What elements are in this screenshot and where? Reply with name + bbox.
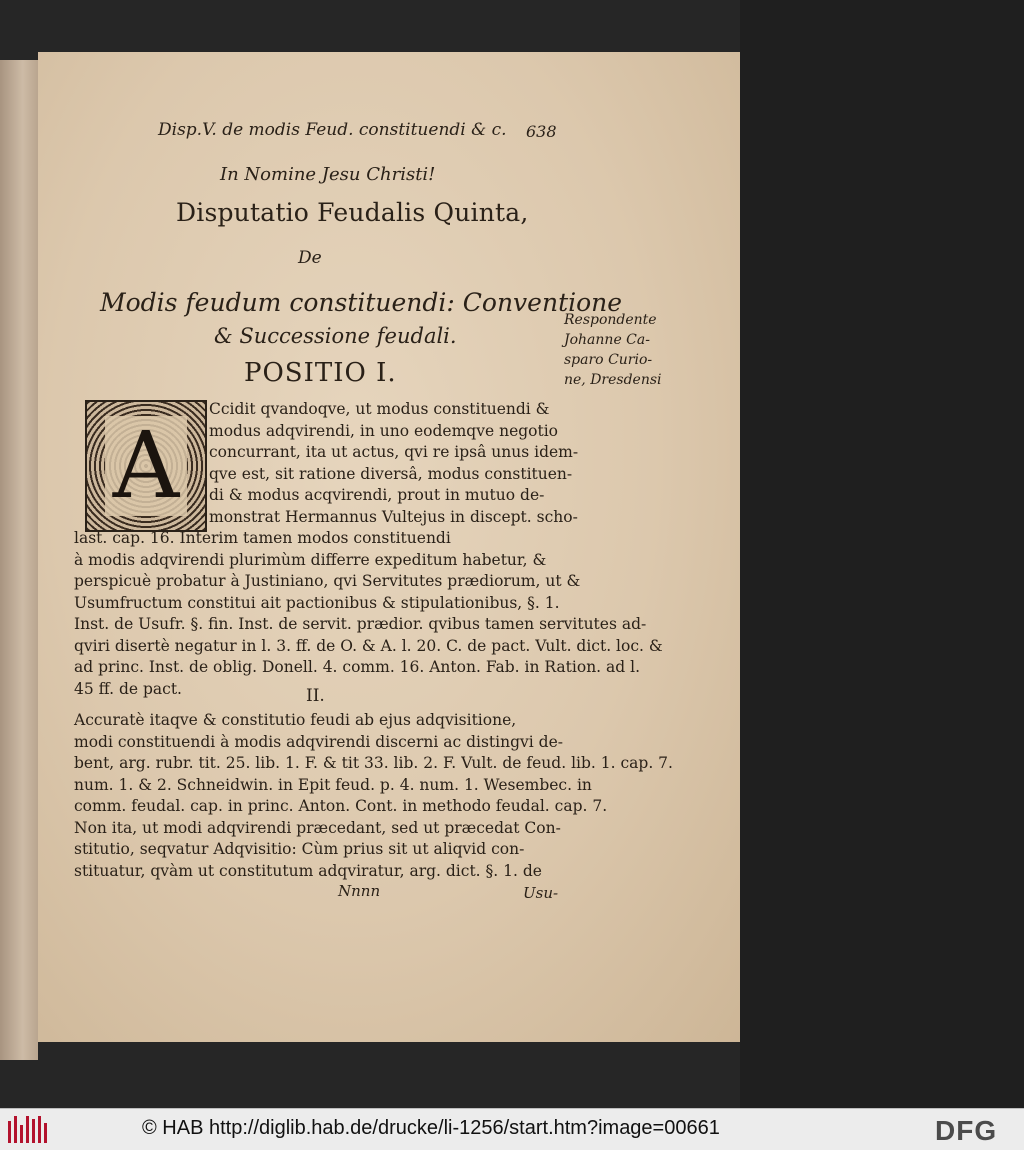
decorated-initial	[85, 400, 207, 532]
margin-note-line: Johanne Ca-	[564, 332, 650, 348]
catchword: Usu-	[523, 884, 559, 902]
paragraph-1-indented	[209, 399, 579, 528]
paragraph-1	[74, 528, 663, 700]
attribution-bar	[0, 1108, 1024, 1150]
text-line: Inst. de Usufr. §. fin. Inst. de servit. prædior. qvibus tamen servitutes ad-	[74, 615, 647, 633]
copyright-url-link[interactable]: © HAB http://diglib.hab.de/drucke/li-1256/start.htm?image=00661	[142, 1117, 720, 1139]
facing-page-edge	[0, 60, 38, 1060]
subtitle-line-1: Modis feudum constituendi: Conventione	[100, 288, 623, 317]
page-title: Disputatio Feudalis Quinta,	[176, 198, 529, 227]
margin-note	[564, 310, 664, 390]
text-line: ad princ. Inst. de oblig. Donell. 4. comm. 16. Anton. Fab. in Ration. ad l.	[74, 658, 640, 676]
section-heading: POSITIO I.	[244, 358, 397, 388]
text-line: stituatur, qvàm ut constitutum adqviratur, arg. dict. §. 1. de	[74, 861, 542, 880]
text-line: qviri disertè negatur in l. 3. ff. de O. & A. l. 20. C. de pact. Vult. dict. loc. &	[74, 636, 663, 655]
margin-note-line: Respondente	[564, 312, 657, 328]
text-line: bent, arg. rubr. tit. 25. lib. 1. F. & tit 33. lib. 2. F. Vult. de feud. lib. 1. cap. 7.	[74, 754, 673, 772]
text-line: Usumfructum constitui ait pactionibus & stipulationibus, §. 1.	[74, 593, 560, 612]
text-line: Accuratè itaqve & constitutio feudi ab ejus adqvisitione,	[74, 711, 517, 729]
text-line: modi constituendi à modis adqvirendi discerni ac distingvi de-	[74, 732, 563, 751]
subtitle-line-2: & Successione feudali.	[214, 324, 457, 348]
text-line: comm. feudal. cap. in princ. Anton. Cont. in methodo feudal. cap. 7.	[74, 797, 608, 815]
section-number: II.	[306, 686, 325, 706]
margin-note-line: ne, Dresdensi	[564, 372, 662, 388]
invocation: In Nomine Jesu Christi!	[220, 164, 436, 185]
text-line: last. cap. 16. Interim tamen modos constituendi	[74, 529, 451, 547]
initial-letter: A	[105, 416, 187, 516]
text-line: perspicuè probatur à Justiniano, qvi Servitutes prædiorum, ut &	[74, 572, 581, 590]
margin-note-line: sparo Curio-	[564, 352, 653, 368]
text-line: Non ita, ut modi adqvirendi præcedant, sed ut præcedat Con-	[74, 818, 561, 837]
hab-logo-icon	[8, 1116, 48, 1143]
text-line: qve est, sit ratione diversâ, modus constituen-	[209, 464, 573, 483]
running-header: Disp.V. de modis Feud. constituendi & c.	[158, 120, 507, 140]
page-number: 638	[526, 122, 557, 141]
scan-background	[740, 0, 1024, 1108]
text-line: à modis adqvirendi plurimùm differre expeditum habetur, &	[74, 550, 547, 569]
text-line: num. 1. & 2. Schneidwin. in Epit feud. p. 4. num. 1. Wesembec. in	[74, 775, 592, 794]
dfg-logo: DFG	[935, 1115, 998, 1146]
text-line: 45 ff. de pact.	[74, 679, 182, 698]
signature-mark: Nnnn	[338, 882, 381, 900]
text-line: stitutio, seqvatur Adqvisitio: Cùm prius sit ut aliqvid con-	[74, 840, 525, 858]
text-line: Ccidit qvandoqve, ut modus constituendi &	[209, 400, 550, 418]
text-line: monstrat Hermannus Vultejus in discept. scho-	[209, 507, 578, 526]
text-line: di & modus acqvirendi, prout in mutuo de-	[209, 486, 545, 504]
text-line: modus adqvirendi, in uno eodemqve negotio	[209, 421, 559, 440]
title-de: De	[298, 248, 322, 268]
text-line: concurrant, ita ut actus, qvi re ipsâ unus idem-	[209, 443, 579, 461]
paragraph-2	[74, 710, 673, 882]
book-page	[38, 52, 740, 1042]
